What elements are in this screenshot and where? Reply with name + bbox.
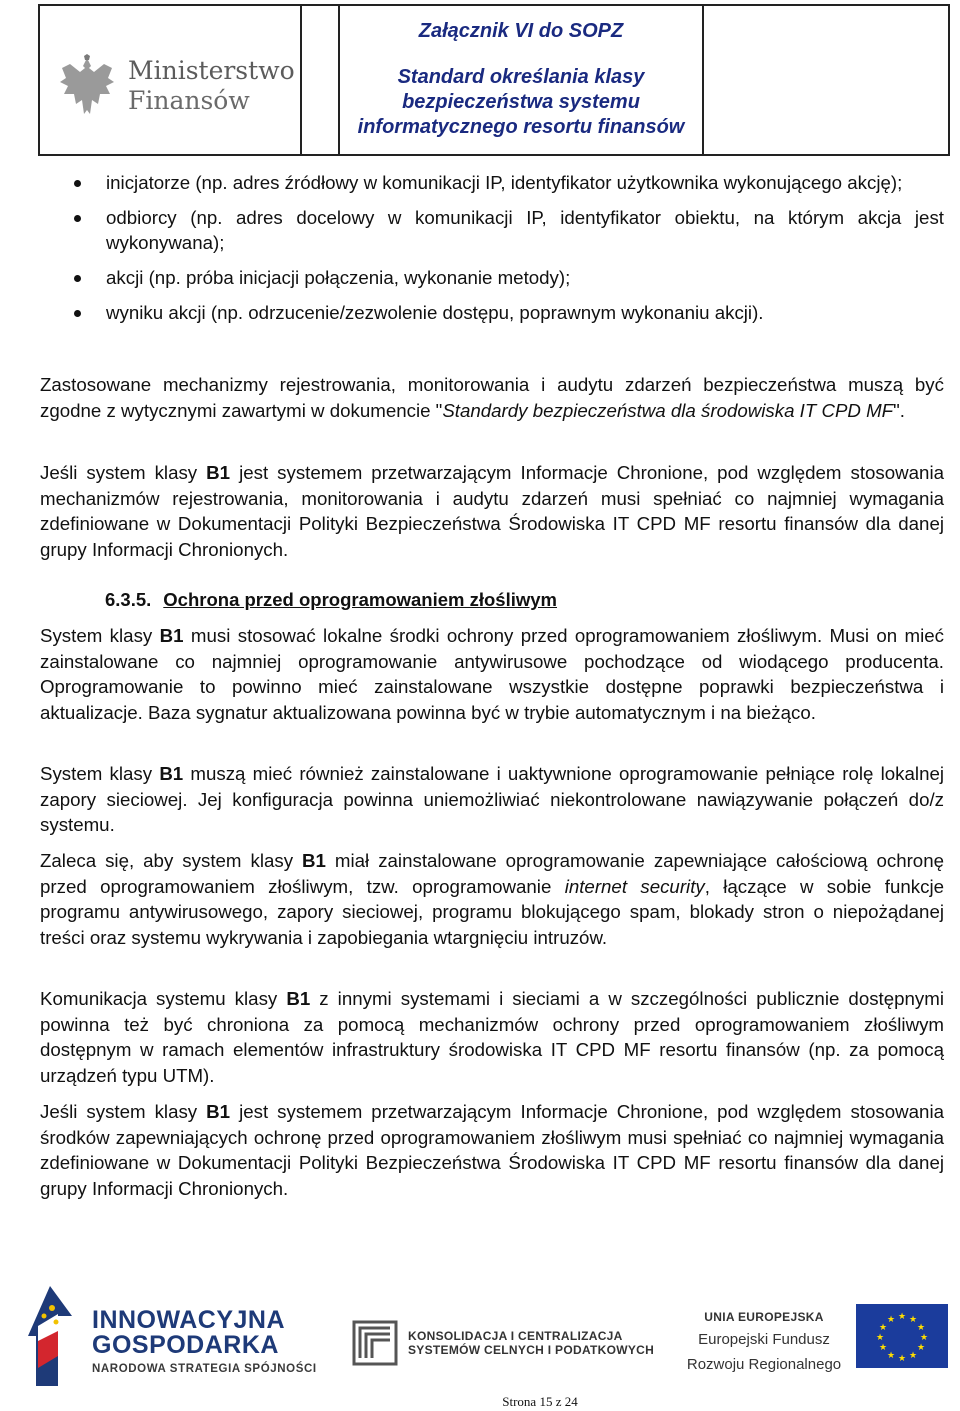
ministry-logo-line1: Ministerstwo	[128, 56, 295, 85]
svg-text:★: ★	[886, 1351, 896, 1361]
paragraph-malware-protection	[40, 623, 944, 725]
consolidation-line2: SYSTEMÓW CELNYCH I PODATKOWYCH	[408, 1343, 655, 1357]
annex-title: Załącznik VI do SOPZ	[418, 20, 624, 42]
class-label: B1	[159, 763, 184, 784]
eu-line2: Europejski Fundusz	[698, 1331, 830, 1348]
svg-text:★: ★	[897, 1354, 907, 1364]
innovative-economy-logo-icon	[28, 1286, 72, 1386]
footer-logos	[0, 1280, 960, 1380]
innovative-economy-line3: NARODOWA STRATEGIA SPÓJNOŚCI	[92, 1363, 317, 1375]
list-item: akcji (np. próba inicjacji połączenia, wykonanie metody);	[40, 265, 944, 290]
document-subtitle	[358, 65, 685, 140]
svg-text:★: ★	[897, 1312, 907, 1322]
paragraph-text: z innymi systemami i sieciami a w szczególności publicznie dostępnymi powinna też być chroniona za pomocą mechanizmów ochrony przed oprogramowaniem złośliwym dostępnym w ramach elementów infrastruktury środowiska IT CPD MF resortu finansów (np. za pomocą urządzeń typu UTM).	[40, 988, 944, 1086]
paragraph-firewall	[40, 761, 944, 838]
svg-text:★: ★	[878, 1323, 888, 1333]
svg-text:★: ★	[886, 1315, 896, 1325]
eu-flag-icon	[856, 1304, 948, 1368]
class-label: B1	[286, 988, 311, 1009]
innovative-economy-line1: INNOWACYJNA	[92, 1306, 286, 1334]
section-heading	[105, 589, 557, 611]
paragraph-standards	[40, 372, 944, 423]
consolidation-text	[408, 1329, 654, 1357]
list-item: inicjatorze (np. adres źródłowy w komunikacji IP, identyfikator użytkownika wykonującego akcję);	[40, 170, 944, 195]
paragraph-text: miał zainstalowane oprogramowanie zapewniające całościową ochronę przed oprogramowaniem złośliwym, tzw. oprogramowanie	[40, 850, 944, 897]
eu-line3: Rozwoju Regionalnego	[686, 1356, 842, 1373]
header-spacer-cell	[302, 6, 340, 154]
eu-fund-text	[686, 1310, 842, 1374]
ministry-logo-text	[128, 56, 295, 116]
subtitle-line: informatycznego resortu finansów	[357, 116, 685, 138]
class-label: B1	[302, 850, 326, 871]
header-right-cell	[704, 6, 948, 154]
document-reference: Standardy bezpieczeństwa dla środowiska IT CPD MF	[442, 399, 894, 421]
paragraph-text: Jeśli system klasy	[40, 462, 207, 483]
page-number: Strona 15 z 24	[502, 1394, 578, 1409]
header-title-cell	[340, 6, 704, 154]
paragraph-text: Zastosowane mechanizmy rejestrowania, monitorowania i audytu zdarzeń bezpieczeństwa muszą być zgodne z wytycznymi zawartymi w dokumencie "	[40, 374, 944, 421]
list-item: odbiorcy (np. adres docelowy w komunikacji IP, identyfikator obiektu, na którym akcja jest wykonywana);	[40, 205, 944, 255]
class-label: B1	[206, 462, 231, 483]
paragraph-text: jest systemem przetwarzającym Informacje Chronione, pod względem stosowania środków zapewniających ochronę przed oprogramowaniem złośliwym musi spełniać co najmniej wymagania zdefiniowane w Dokumentacji Polityki Bezpieczeństwa Środowiska IT CPD MF resortu finansów dla danej grupy Informacji Chronionych.	[40, 1101, 944, 1199]
consolidation-line1: KONSOLIDACJA I CENTRALIZACJA	[408, 1329, 623, 1343]
italic-term: internet security	[564, 875, 705, 897]
eu-line1: UNIA EUROPEJSKA	[704, 1310, 824, 1324]
subtitle-line: bezpieczeństwa systemu	[402, 91, 640, 113]
eagle-emblem-icon	[58, 54, 116, 118]
section-title: Ochrona przed oprogramowaniem złośliwym	[163, 589, 558, 610]
paragraph-text: , łączące w sobie funkcje programu antywirusowego, zapory sieciowej, programu blokującego spam, blokady stron o niepożądanej treści oraz systemu wykrywania i zapobiegania wtargnięciu intruzów.	[40, 875, 944, 948]
document-header	[38, 4, 950, 156]
paragraph-communication	[40, 986, 944, 1088]
svg-text:★: ★	[908, 1315, 918, 1325]
class-label: B1	[206, 1101, 231, 1122]
paragraph-text: Jeśli system klasy	[40, 1101, 207, 1122]
paragraph-text: Komunikacja systemu klasy	[40, 988, 287, 1009]
svg-text:★: ★	[875, 1333, 885, 1343]
consolidation-logo	[352, 1320, 654, 1366]
subtitle-line: Standard określania klasy	[397, 66, 645, 88]
paragraph-audit-requirements	[40, 460, 944, 562]
svg-text:★: ★	[916, 1323, 926, 1333]
list-item: wyniku akcji (np. odrzucenie/zezwolenie dostępu, poprawnym wykonaniu akcji).	[40, 300, 944, 325]
svg-text:★: ★	[919, 1333, 929, 1343]
ministry-logo-line2: Finansów	[128, 86, 250, 115]
paragraph-text: musi stosować lokalne środki ochrony przed oprogramowaniem złośliwym. Musi on mieć zainstalowane co najmniej oprogramowanie antywirusowe pochodzące od wiodącego producenta. Oprogramowanie to powinno mieć zainstalowane wszystkie dostępne poprawki bezpieczeństwa i aktualizacje. Baza sygnatur aktualizowana powinna być w trybie automatycznym i na bieżąco.	[40, 625, 945, 723]
paragraph-internet-security	[40, 848, 944, 950]
innovative-economy-line2: GOSPODARKA	[92, 1331, 279, 1359]
svg-text:★: ★	[916, 1343, 926, 1353]
svg-text:★: ★	[908, 1351, 918, 1361]
innovative-economy-text	[92, 1308, 317, 1375]
svg-text:★: ★	[878, 1343, 888, 1353]
paragraph-text: System klasy	[40, 625, 160, 646]
consolidation-mark-icon	[352, 1320, 398, 1366]
paragraph-text: jest systemem przetwarzającym Informacje Chronione, pod względem stosowania mechanizmów rejestrowania, monitorowania i audytu zdarzeń musi spełniać co najmniej wymagania zdefiniowane w Dokumentacji Polityki Bezpieczeństwa Środowiska IT CPD MF resortu finansów dla danej grupy Informacji Chronionych.	[40, 462, 944, 560]
paragraph-protected-information	[40, 1099, 944, 1201]
section-number: 6.3.5.	[105, 589, 152, 610]
paragraph-text: ".	[893, 399, 905, 421]
paragraph-text: Zaleca się, aby system klasy	[40, 850, 303, 871]
header-logo-cell	[40, 6, 302, 154]
paragraph-text: System klasy	[40, 763, 160, 784]
class-label: B1	[159, 625, 184, 646]
paragraph-text: muszą mieć również zainstalowane i uaktywnione oprogramowanie pełniące rolę lokalnej zapory sieciowej. Jej konfiguracja powinna uniemożliwiać niekontrolowane nawiązywanie połączeń do/z systemu.	[40, 763, 945, 835]
bullet-list	[40, 170, 944, 335]
ministry-logo	[58, 54, 295, 118]
